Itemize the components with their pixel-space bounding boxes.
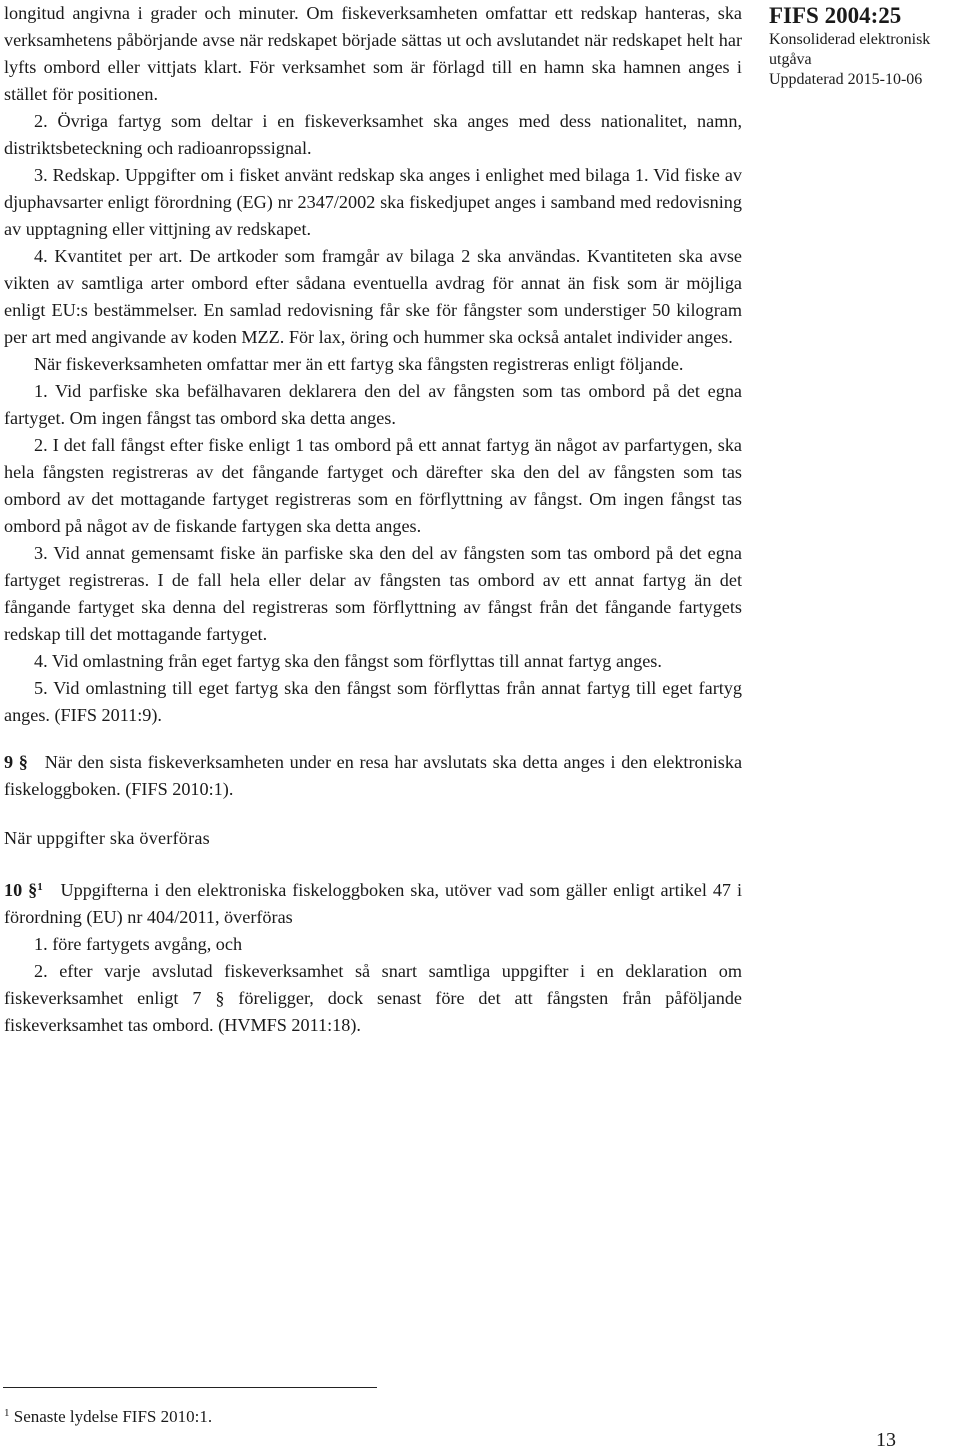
footnote-text: Senaste lydelse FIFS 2010:1. — [13, 1407, 213, 1426]
edition-label: Konsoliderad elektronisk — [769, 31, 931, 48]
footnote-divider — [3, 1387, 377, 1388]
page-number: 13 — [876, 1429, 896, 1451]
updated-date: Uppdaterad 2015-10-06 — [769, 71, 923, 88]
list-item: 3. Redskap. Uppgifter om i fisket använt redskap ska anges i enlighet med bilaga 1. Vid fiske av djuphavsarter enligt förordning (EG) nr 2347/2002 ska fiskedjupet anges i samband med redovisning av upptagning eller vittjning av redskapet. — [4, 165, 742, 239]
footnote-reference: 1 — [37, 881, 43, 893]
section-9 — [4, 749, 742, 803]
list-item: 2. efter varje avslutad fiskeverksamhet så snart samtliga uppgifter i en deklaration om fiskeverksamhet enligt 7 § föreligger, dock senast före det att fångsten från påföljande fiskeverksamhet tas ombord. (HVMFS 2011:18). — [4, 961, 742, 1035]
list-item: 1. Vid parfiske ska befälhavaren deklarera den del av fångsten som tas ombord på det egna fartyget. Om ingen fångst tas ombord ska detta anges. — [4, 381, 742, 428]
footnote-marker: 1 — [4, 1407, 10, 1419]
footnote — [4, 1403, 212, 1427]
section-text: När den sista fiskeverksamheten under en resa har avslutats ska detta anges i den elektroniska fiskeloggboken. (FIFS 2010:1). — [4, 752, 743, 799]
paragraph: longitud angivna i grader och minuter. Om fiskeverksamheten omfattar ett redskap hanteras, ska verksamhetens påbörjande avse när redskapet började sättas ut och avslutandet när redskapet helt har lyfts ombord eller vittjats klart. För verksamhet som är förlagd till en hamn ska hamnen anges i stället för positionen. — [4, 3, 742, 104]
list-item: 5. Vid omlastning till eget fartyg ska den fångst som förflyttas från annat fartyg till eget fartyg anges. (FIFS 2011:9). — [4, 678, 742, 725]
section-10 — [4, 874, 742, 931]
section-heading: När uppgifter ska överföras — [4, 828, 210, 848]
document-code: FIFS 2004:25 — [769, 3, 902, 28]
section-text: Uppgifterna i den elektroniska fiskeloggboken ska, utöver vad som gäller enligt artikel 47 i förordning (EU) nr 404/2011, överföras — [4, 880, 742, 927]
document-body — [4, 0, 742, 1039]
list-item: 1. före fartygets avgång, och — [34, 934, 243, 954]
section-number: 9 § — [4, 752, 28, 772]
list-item: 2. I det fall fångst efter fiske enligt 1 tas ombord på ett annat fartyg än något av parfartygen, ska hela fångsten registreras av det fångande fartyget och därefter ska den del av fångsten som tas ombord av det mottagande fartyget registreras som en förflyttning av fångst. Om ingen fångst tas ombord på något av de fiskande fartygen ska detta anges. — [4, 435, 742, 536]
list-item: 4. Kvantitet per art. De artkoder som framgår av bilaga 2 ska användas. Kvantiteten ska avse vikten av samtliga arter ombord efter sådana eventuella avdrag för annat än fisk som är möjliga enligt EU:s bestämmelser. En samlad redovisning får ske för fångster som understiger 50 kilogram per art med angivande av koden MZZ. För lax, öring och hummer ska också antalet individer anges. — [4, 246, 742, 347]
list-item: 3. Vid annat gemensamt fiske än parfiske ska den del av fångsten som tas ombord på det egna fartyget registreras. I de fall hela eller delar av fångsten tas ombord av ett annat fartyg än det fångande fartyget ska denna del registreras som förflyttning av fångst från det fångande fartygets redskap till det mottagande fartyget. — [4, 543, 742, 644]
list-item: 2. Övriga fartyg som deltar i en fiskeverksamhet ska anges med dess nationalitet, namn, distriktsbeteckning och radioanropssignal. — [4, 111, 742, 158]
paragraph: När fiskeverksamheten omfattar mer än ett fartyg ska fångsten registreras enligt följande. — [34, 354, 684, 374]
list-item: 4. Vid omlastning från eget fartyg ska den fångst som förflyttas till annat fartyg anges. — [34, 651, 662, 671]
document-header — [769, 2, 960, 90]
section-number: 10 §$^1$ — [4, 880, 43, 900]
edition-label-cont: utgåva — [769, 51, 812, 68]
